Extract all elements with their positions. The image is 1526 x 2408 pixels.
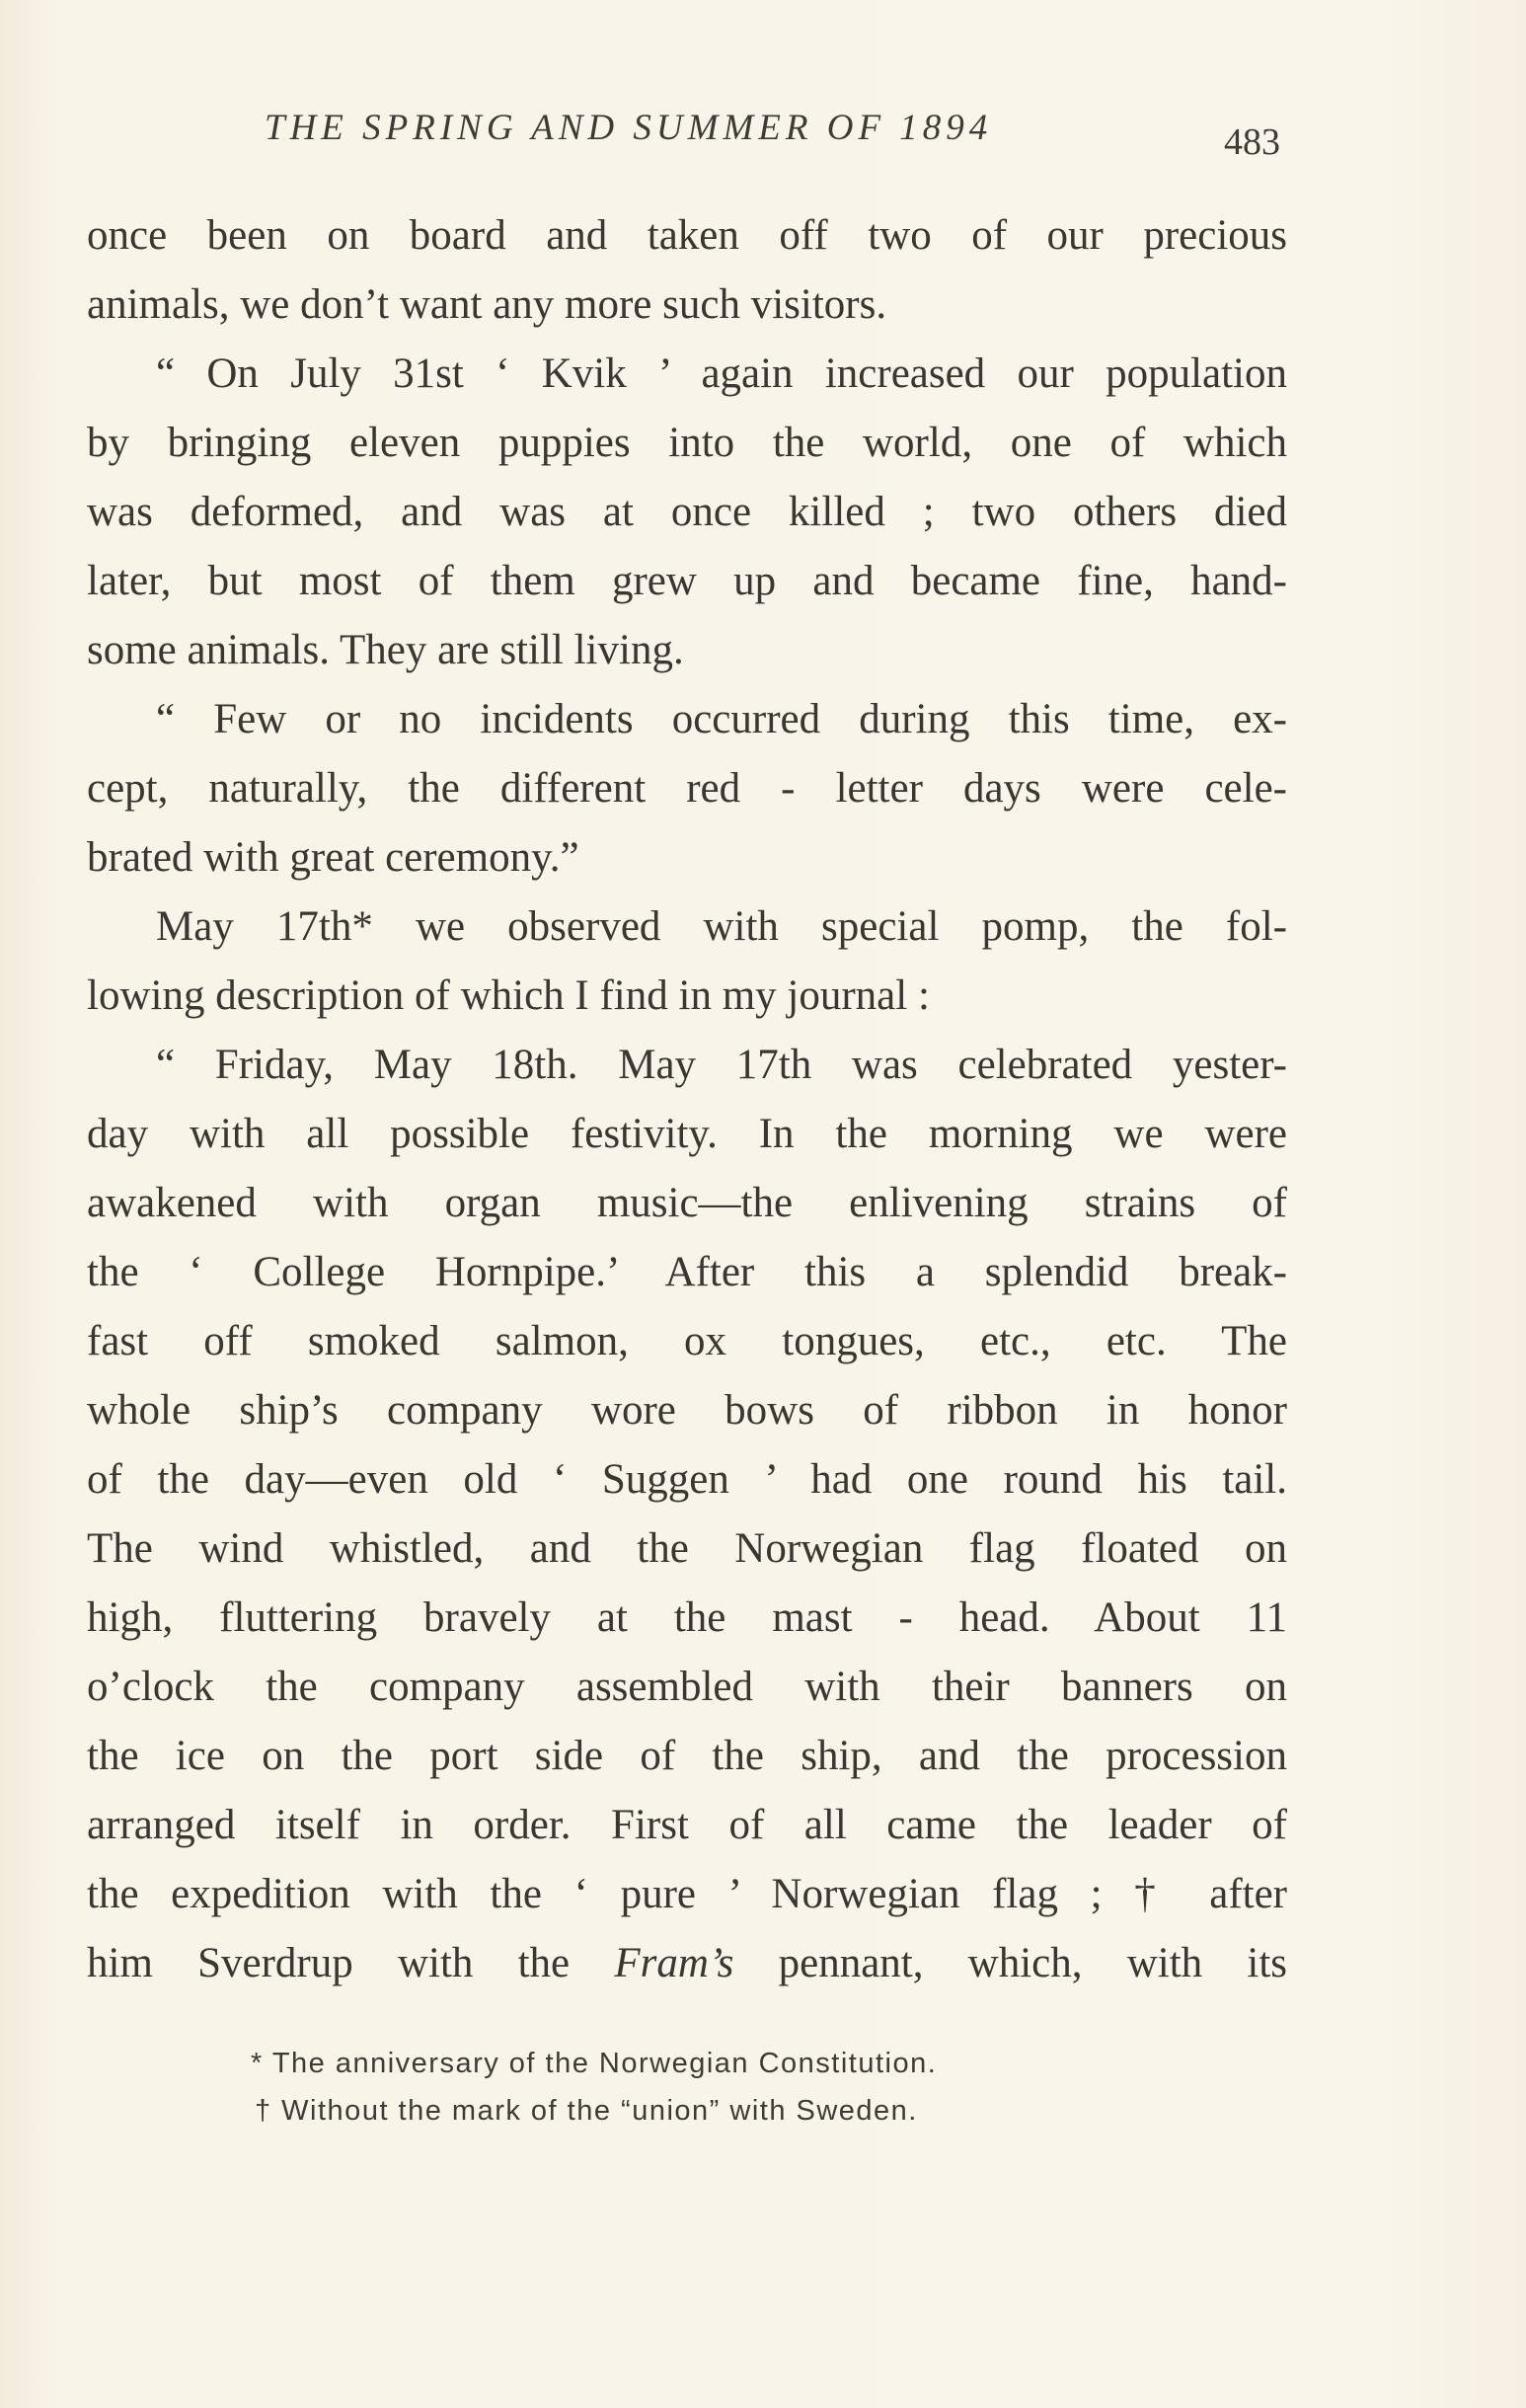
text-line: once been on board and taken off two of our precious	[87, 212, 1287, 259]
text-line: “ Friday, May 18th. May 17th was celebrated yester-	[156, 1042, 1287, 1088]
text-line: “ Few or no incidents occurred during this time, ex-	[156, 696, 1287, 742]
text-line: of the day—even old ‘ Suggen ’ had one round his tail.	[87, 1456, 1287, 1503]
text-line: awakened with organ music—the enlivening strains of	[87, 1180, 1287, 1226]
text-line: high, fluttering bravely at the mast - head. About 11	[87, 1594, 1287, 1641]
text-line: later, but most of them grew up and became fine, hand-	[87, 558, 1287, 604]
footnote-dagger: † Without the mark of the “union” with Sweden.	[255, 2095, 918, 2127]
text-line: cept, naturally, the different red - letter days were cele-	[87, 765, 1287, 812]
text-segment: him Sverdrup with the	[87, 1940, 571, 1986]
text-line: the expedition with the ‘ pure ’ Norwegian flag ; † after	[87, 1871, 1287, 1917]
text-line: whole ship’s company wore bows of ribbon in honor	[87, 1387, 1287, 1434]
body-text	[87, 201, 1287, 1998]
text-line: lowing description of which I find in my journal :	[87, 972, 930, 1019]
text-line: the ice on the port side of the ship, and the procession	[87, 1733, 1287, 1779]
page-number: 483	[1224, 121, 1280, 163]
text-line: by bringing eleven puppies into the world, one of which	[87, 420, 1287, 466]
text-line: some animals. They are still living.	[87, 627, 684, 673]
text-line: the ‘ College Hornpipe.’ After this a splendid break-	[87, 1249, 1287, 1295]
footnotes	[251, 2040, 1238, 2135]
text-line: May 17th* we observed with special pomp, the fol-	[156, 903, 1287, 950]
text-line: The wind whistled, and the Norwegian flag floated on	[87, 1525, 1287, 1572]
footnote-asterisk: * The anniversary of the Norwegian Constitution.	[251, 2048, 938, 2079]
ship-name-italic: Fram’s	[614, 1940, 734, 1986]
text-line: fast off smoked salmon, ox tongues, etc., etc. The	[87, 1318, 1287, 1364]
text-line: animals, we don’t want any more such visitors.	[87, 281, 887, 328]
running-title: THE SPRING AND SUMMER OF 1894	[265, 108, 993, 148]
text-line: arranged itself in order. First of all came the leader of	[87, 1802, 1287, 1848]
text-line: “ On July 31st ‘ Kvik ’ again increased our population	[156, 350, 1287, 397]
text-line: brated with great ceremony.”	[87, 834, 579, 881]
text-line: day with all possible festivity. In the morning we were	[87, 1111, 1287, 1157]
text-segment: pennant, which, with its	[778, 1940, 1287, 1986]
text-line	[87, 1929, 1287, 1998]
text-line: o’clock the company assembled with their banners on	[87, 1664, 1287, 1710]
text-line: was deformed, and was at once killed ; two others died	[87, 489, 1287, 535]
running-head	[0, 107, 1526, 166]
